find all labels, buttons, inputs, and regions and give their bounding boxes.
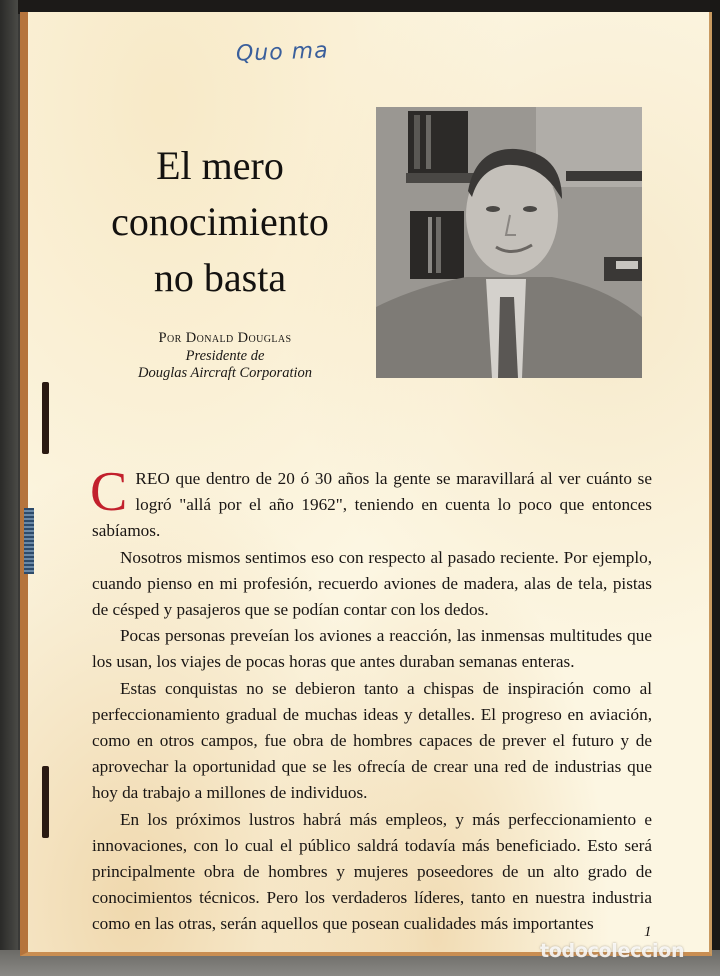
page-number: 1 xyxy=(644,924,652,940)
spine-tape-fragment xyxy=(24,508,34,574)
title-line: conocimiento xyxy=(111,199,329,244)
title-line: El mero xyxy=(156,143,284,188)
byline-author: Por Donald Douglas xyxy=(158,330,292,346)
article-body xyxy=(90,461,652,938)
staple-mark-top xyxy=(42,382,49,454)
byline xyxy=(94,330,356,383)
watermark: todocoleccion xyxy=(540,940,685,962)
byline-company: Douglas Aircraft Corporation xyxy=(137,365,313,381)
paragraph: En los próximos lustros habrá más empleos, y más perfeccionamiento e innovaciones, con lo cual el público saldrá todavía más beneficiado. Esto será principalmente obra de hombres y mujeres poseedores de un alto grado de conocimientos técnicos. Pero los verdaderos líderes, tanto en nuestra industria como en las otras, serán aquellos que posean cualidades más importantes xyxy=(92,809,652,934)
scan-background-left xyxy=(0,0,18,976)
byline-role: Presidente de xyxy=(185,347,265,364)
drop-cap: C xyxy=(90,461,128,523)
paragraph: Pocas personas preveían los aviones a reacción, las inmensas multitudes que los usan, los viajes de pocas horas que antes duraban semanas enteras. xyxy=(92,626,652,672)
paragraph: Estas conquistas no se debieron tanto a chispas de inspiración como al perfeccionamiento gradual de muchas ideas y detalles. El progreso en aviación, como en otros campos, fue obra de hombres capaces de prever el futuro y de aprovechar la oportunidad que se les ofrecía de crear una red de industrias que hoy da trabajo a millones de individuos. xyxy=(92,678,652,803)
handwritten-note: Quo ma xyxy=(235,38,330,67)
first-word-smallcaps: REO xyxy=(135,469,170,488)
author-portrait-photo xyxy=(376,107,642,378)
paragraph: Nosotros mismos sentimos eso con respecto al pasado reciente. Por ejemplo, cuando pienso en mi profesión, recuerdo aviones de madera, alas de tela, pistas de césped y pasajeros que se podían contar con los dedos. xyxy=(92,547,652,620)
portrait-illustration xyxy=(376,107,642,378)
paragraph xyxy=(90,461,652,545)
staple-mark-bottom xyxy=(42,766,49,838)
paragraph-text: que dentro de 20 ó 30 años la gente se maravillará al ver cuánto se logró "allá por el año 1962", teniendo en cuenta lo poco que entonces sabíamos. xyxy=(92,469,652,541)
title-line: no basta xyxy=(153,255,287,300)
article-title xyxy=(88,138,352,306)
